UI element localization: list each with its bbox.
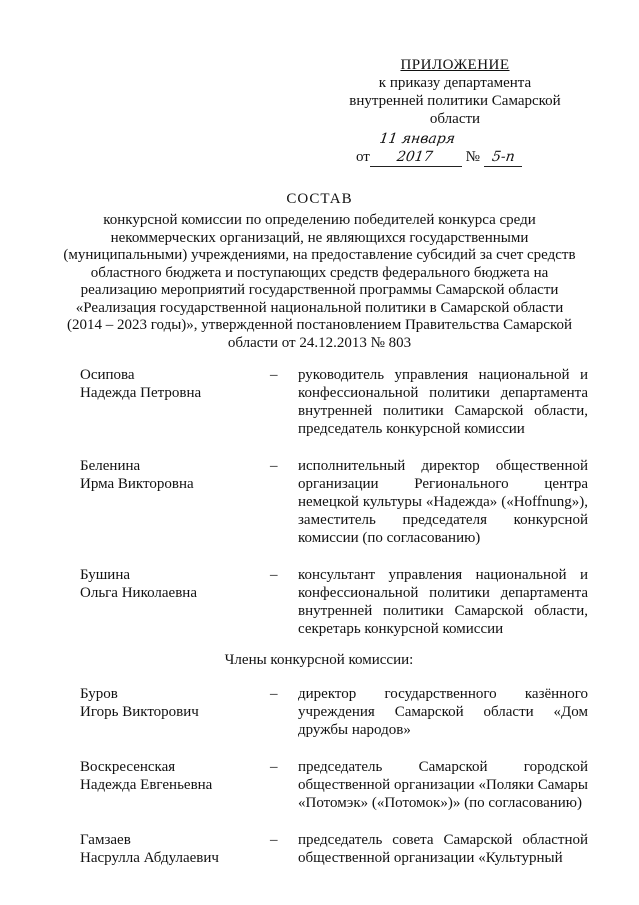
appendix-line-2: внутренней политики Самарской — [349, 93, 561, 109]
number-label: № — [465, 149, 480, 165]
order-number-field — [484, 148, 522, 167]
appendix-line-3: области — [429, 111, 481, 127]
from-label: от — [356, 149, 370, 165]
dash-separator: – — [270, 567, 278, 583]
member-role: председатель Самарской городской общественной организации «Поляки Самары «Потомэк» («Потомок»)» (по согласованию) — [298, 759, 588, 811]
member-given-name: Игорь Викторович — [80, 704, 199, 720]
list-item — [80, 685, 588, 739]
appendix-block — [320, 56, 590, 165]
list-item — [80, 366, 588, 438]
list-item — [80, 566, 588, 638]
member-name — [80, 831, 270, 867]
member-name — [80, 758, 270, 794]
dash-separator: – — [270, 759, 278, 775]
member-role: председатель совета Самарской областной общественной организации «Культурный — [298, 832, 588, 866]
document-heading — [60, 190, 579, 352]
member-name — [80, 566, 270, 602]
appendix-title: ПРИЛОЖЕНИЕ — [400, 57, 510, 73]
list-item — [80, 457, 588, 547]
member-role: исполнительный директор общественной организации Регионального центра немецкой культуры «Надежда» («Hoffnung»), заместитель председателя конкурсной комиссии (по согласованию) — [298, 458, 588, 546]
handwritten-date: 11 января 2017 — [378, 131, 456, 165]
dash-separator: – — [270, 686, 278, 702]
list-item — [80, 831, 588, 867]
member-name — [80, 457, 270, 493]
member-role: консультант управления национальной и конфессиональной политики департамента внутренней политики Самарской области, секретарь конкурсной комиссии — [298, 567, 588, 637]
member-role: директор государственного казённого учреждения Самарской области «Дом дружбы народов» — [298, 686, 588, 738]
commission-list — [80, 366, 588, 886]
member-surname: Беленина — [80, 458, 141, 474]
member-surname: Осипова — [80, 367, 135, 383]
heading-title: СОСТАВ — [286, 191, 353, 207]
member-surname: Воскресенская — [80, 759, 176, 775]
dash-separator: – — [270, 367, 278, 383]
list-item — [80, 758, 588, 812]
order-date-field — [370, 130, 462, 167]
member-given-name: Надежда Евгеньевна — [80, 777, 213, 793]
order-reference — [320, 130, 590, 165]
member-given-name: Ирма Викторовна — [80, 476, 194, 492]
member-surname: Бушина — [80, 567, 131, 583]
member-role: руководитель управления национальной и конфессиональной политики департамента внутренней политики Самарской области, председатель конкурсной комиссии — [298, 367, 588, 437]
member-name — [80, 685, 270, 721]
appendix-line-1: к приказу департамента — [378, 75, 532, 91]
member-given-name: Насрулла Абдулаевич — [80, 850, 219, 866]
member-surname: Гамзаев — [80, 832, 131, 848]
dash-separator: – — [270, 832, 278, 848]
handwritten-number: 5-п — [490, 149, 516, 165]
member-name — [80, 366, 270, 402]
heading-description: конкурсной комиссии по определению победителей конкурса среди некоммерческих организаций, не являющихся государственными (муниципальными) учреждениями, на предоставление субсидий за счет средств областного бюджета и поступающих средств федерального бюджета на реализацию мероприятий государственной программы Самарской области «Реализация государственной национальной политики в Самарской области (2014 – 2023 годы)», утвержденной постановлением Правительства Самарской области от 24.12.2013 № 803 — [63, 212, 576, 351]
dash-separator: – — [270, 458, 278, 474]
members-subheading: Члены конкурсной комиссии: — [224, 652, 414, 668]
member-surname: Буров — [80, 686, 118, 702]
member-given-name: Ольга Николаевна — [80, 585, 197, 601]
member-given-name: Надежда Петровна — [80, 385, 202, 401]
